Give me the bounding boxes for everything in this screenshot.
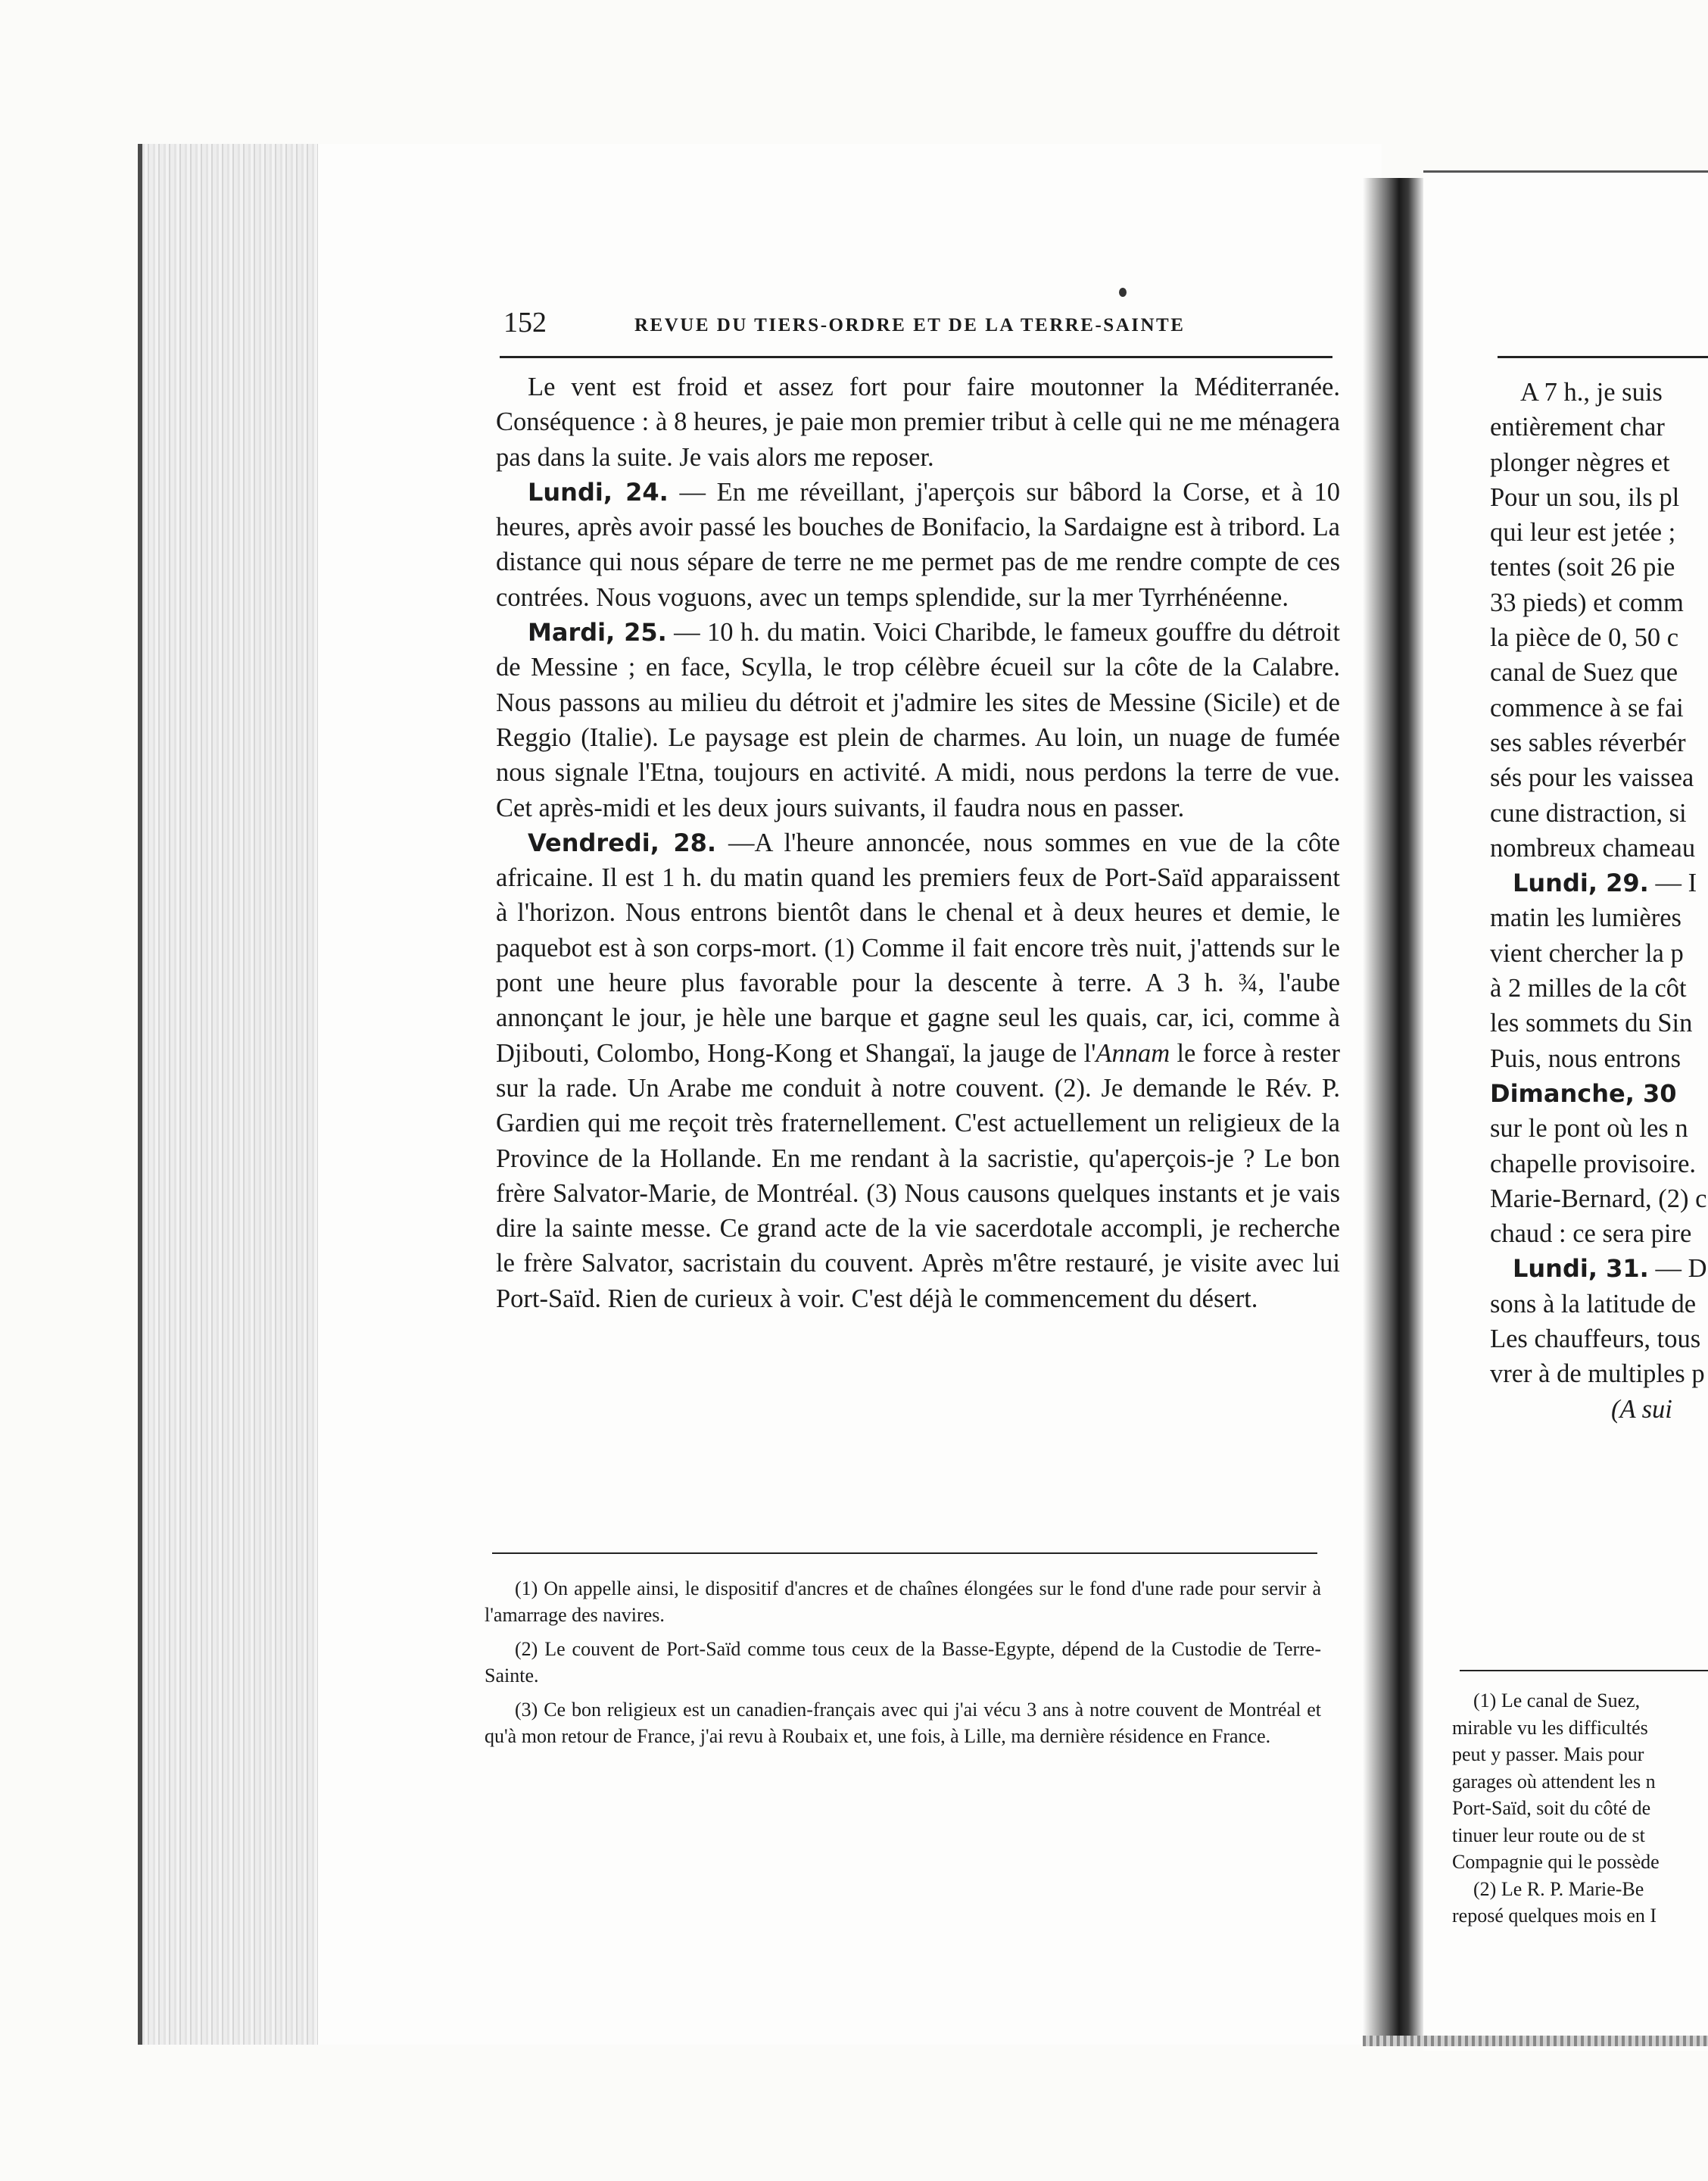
right-page-line: vient chercher la p (1490, 938, 1684, 968)
footnote: (1) On appelle ainsi, le dispositif d'ancres et de chaînes élongées sur le fond d'une rade pour servir à l'amarrage des navires. (485, 1577, 1321, 1626)
right-footnote-line: tinuer leur route ou de st (1452, 1824, 1645, 1846)
right-page-line: A 7 h., je suis (1520, 378, 1663, 407)
right-footnote-line: mirable vu les difficultés (1452, 1716, 1648, 1739)
right-page-text (1490, 375, 1708, 1427)
day-heading: Lundi, 31. (1513, 1254, 1649, 1284)
right-page-edge (1363, 2036, 1708, 2046)
running-head-title: REVUE DU TIERS-ORDRE ET DE LA TERRE-SAINTE (634, 315, 1186, 335)
right-page-line: sur le pont où les n (1490, 1114, 1688, 1144)
right-page-footnotes (1452, 1687, 1708, 1930)
right-page-line: la pièce de 0, 50 c (1490, 623, 1679, 653)
header-rule (500, 356, 1332, 358)
paragraph: Lundi, 24. — En me réveillant, j'aperçois sur bâbord la Corse, et à 10 heures, après avoir passé les bouches de Bonifacio, la Sardaigne est à tribord. La distance qui nous sépare de terre ne me permet pas de me rendre compte de ces contrées. Nous voguons, avec un temps splendide, sur la mer Tyrrhénéenne. (496, 477, 1340, 612)
right-footnote-line: (2) Le R. P. Marie-Be (1473, 1877, 1644, 1900)
right-page-line: Les chauffeurs, tous (1490, 1325, 1701, 1354)
running-head (503, 303, 1336, 348)
right-footnote-line: peut y passer. Mais pour (1452, 1743, 1644, 1765)
paragraph: Mardi, 25. — 10 h. du matin. Voici Charibde, le fameux gouffre du détroit de Messine ; en face, Scylla, le trop célèbre écueil sur la côte de la Calabre. Nous passons au milieu du détroit et j'admire les sites de Messine (Sicile) et de Reggio (Italie). Le paysage est plein de charmes. Au loin, un nuage de fumée nous signale l'Etna, toujours en activité. A midi, nous perdons la terre de vue. Cet après-midi et les deux jours suivants, il faudra nous en passer. (496, 618, 1341, 822)
right-page-line: sons à la latitude de (1490, 1289, 1697, 1318)
right-page-line: Pour un sou, ils pl (1490, 482, 1680, 512)
main-text (496, 370, 1340, 1316)
footnote-rule (492, 1552, 1317, 1554)
right-page-line: cune distraction, si (1490, 798, 1687, 828)
right-page-line: chapelle provisoire. (1490, 1149, 1697, 1178)
right-page-line: canal de Suez que (1490, 658, 1678, 688)
right-footnote-line: reposé quelques mois en I (1452, 1905, 1657, 1927)
right-footnote-line: garages où attendent les n (1452, 1770, 1656, 1793)
right-page-line: nombreux chameau (1490, 833, 1696, 863)
page-number: 152 (503, 307, 547, 339)
right-footnote-line: (1) Le canal de Suez, (1473, 1690, 1641, 1711)
right-footnote-line: Compagnie qui le possède (1452, 1851, 1660, 1873)
right-page-line: ses sables réverbér (1490, 728, 1686, 757)
right-page-line: matin les lumières (1490, 903, 1682, 933)
footnote: (3) Ce bon religieux est un canadien-français avec qui j'ai vécu 3 ans à notre couvent de Montréal et qu'à mon retour de France, j'ai revu à Roubaix et, une fois, à Lille, ma dernière résidence en France. (485, 1699, 1321, 1747)
day-heading: Lundi, 29. (1513, 869, 1649, 898)
book-gutter (1363, 178, 1423, 2041)
right-page-line: commence à se fai (1490, 693, 1684, 722)
footnote: (2) Le couvent de Port-Saïd comme tous ceux de la Basse-Egypte, dépend de la Custodie de Terre-Sainte. (485, 1638, 1321, 1686)
right-page-line: entièrement char (1490, 413, 1665, 442)
right-page-line: Lundi, 31. — D (1513, 1254, 1707, 1284)
right-page-line: chaud : ce sera pire (1490, 1219, 1692, 1249)
right-page-line: (A sui (1611, 1394, 1672, 1424)
day-heading: Lundi, 24. (528, 477, 669, 507)
right-page-line: qui leur est jetée ; (1490, 518, 1676, 548)
footnotes (485, 1575, 1321, 1757)
right-page-line: à 2 milles de la côt (1490, 974, 1687, 1003)
right-page-line: tentes (soit 26 pie (1490, 553, 1675, 582)
right-page-line: Marie-Bernard, (2) c (1490, 1184, 1707, 1213)
page-edge-stack (138, 144, 324, 2045)
paragraph: Le vent est froid et assez fort pour faire moutonner la Méditerranée. Conséquence : à 8 heures, je paie mon premier tribut à celle qui ne me ménagera pas dans la suite. Je vais alors me reposer. (496, 373, 1340, 472)
right-page-line: plonger nègres et (1490, 448, 1670, 477)
right-page-line: vrer à de multiples p (1490, 1359, 1705, 1389)
right-footnote-rule (1460, 1670, 1708, 1671)
right-page-line: Puis, nous entrons (1490, 1044, 1682, 1073)
right-footnote-line: Port-Saïd, soit du côté de (1452, 1797, 1651, 1819)
paragraph: Vendredi, 28. —A l'heure annoncée, nous sommes en vue de la côte africaine. Il est 1 h. du matin quand les premiers feux de Port-Saïd apparaissent à l'horizon. Nous entrons bientôt dans le chenal et à deux heures et demie, le paquebot est à son corps-mort. (1) Comme il fait encore très nuit, j'attends sur le pont une heure plus favorable pour la descente à terre. A 3 h. ¾, l'aube annonçant le jour, je hèle une barque et gagne seul les quais, car, ici, comme à Djibouti, Colombo, Hong-Kong et Shangaï, la jauge de l'Annam le force à rester sur la rade. Un Arabe me conduit à notre couvent. (2). Je demande le Rév. P. Gardien qui me reçoit très fraternellement. C'est actuellement un religieux de la Province de la Hollande. En me rendant à la sacristie, qu'aperçois-je ? Le bon frère Salvator-Marie, de Montréal. (3) Nous causons quelques instants et je vais dire la sainte messe. Ce grand acte de la vie sacerdotale accompli, je recherche le frère Salvator, sacristain du couvent. Après m'être restauré, je visite avec lui Port-Saïd. Rien de curieux à voir. C'est déjà le commencement du désert. (496, 828, 1341, 1313)
right-page-line: sés pour les vaissea (1490, 763, 1694, 793)
ship-name: Annam (1096, 1038, 1170, 1068)
day-heading: Mardi, 25. (528, 618, 667, 647)
right-page-line: Lundi, 29. — I (1513, 869, 1697, 898)
day-heading: Vendredi, 28. (528, 828, 717, 857)
right-header-rule (1498, 356, 1708, 358)
right-page-line: les sommets du Sin (1490, 1009, 1693, 1038)
right-page-line: 33 pieds) et comm (1490, 588, 1684, 617)
day-heading: Dimanche, 30 (1490, 1078, 1677, 1108)
right-page-line (1490, 1076, 1708, 1111)
ink-speck (1119, 288, 1127, 297)
